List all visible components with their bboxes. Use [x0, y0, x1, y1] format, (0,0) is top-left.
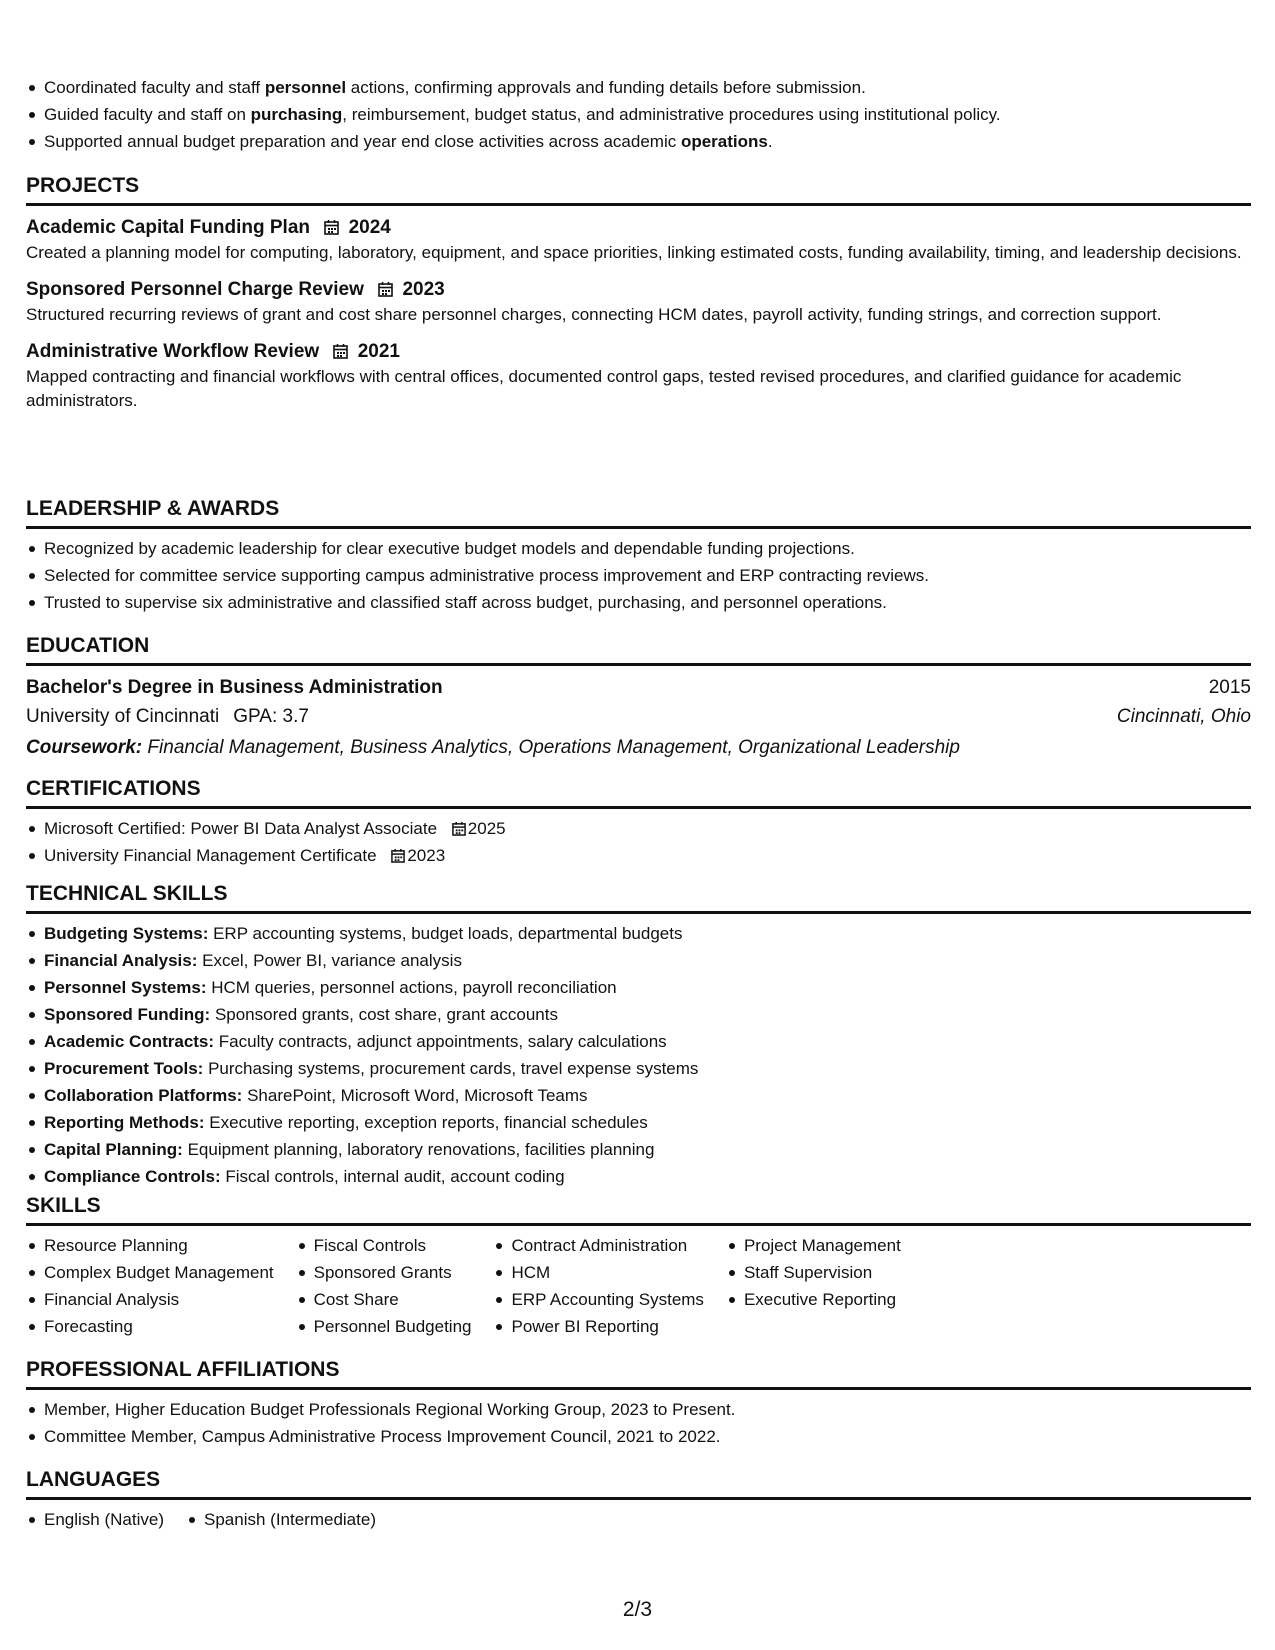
certification-name: Microsoft Certified: Power BI Data Analyst Associate — [44, 819, 438, 838]
project-item — [26, 215, 1251, 265]
section-heading: EDUCATION — [26, 633, 1251, 666]
page-number: 2/3 — [622, 1598, 653, 1621]
certification-year: 2023 — [407, 846, 446, 865]
calendar-icon — [378, 281, 393, 297]
skill-item: Staff Supervision — [726, 1259, 901, 1286]
skill-values: Faculty contracts, adjunct appointments, salary calculations — [218, 1032, 667, 1051]
list-item: Member, Higher Education Budget Professionals Regional Working Group, 2023 to Present. — [26, 1396, 1251, 1423]
list-item: Recognized by academic leadership for clear executive budget models and dependable funding projections. — [26, 535, 1251, 562]
calendar-icon — [391, 848, 405, 863]
keyword: purchasing — [250, 105, 343, 124]
list-item — [26, 920, 1251, 947]
skill-values: SharePoint, Microsoft Word, Microsoft Teams — [247, 1086, 588, 1105]
project-year: 2021 — [357, 341, 401, 362]
project-title: Administrative Workflow Review — [26, 341, 320, 362]
leadership-section — [26, 496, 1251, 616]
languages-section — [26, 1467, 1251, 1533]
skill-values: Purchasing systems, procurement cards, travel expense systems — [208, 1059, 699, 1078]
coursework-label: Coursework: — [26, 737, 143, 758]
skill-item: Personnel Budgeting — [296, 1313, 472, 1340]
degree-title: Bachelor's Degree in Business Administration — [26, 677, 443, 698]
list-item — [26, 1082, 1251, 1109]
project-year: 2023 — [402, 279, 445, 300]
technical-skills-section — [26, 881, 1251, 1190]
certification-year: 2025 — [467, 819, 506, 838]
section-heading: SKILLS — [26, 1193, 1251, 1226]
project-description: Structured recurring reviews of grant and cost share personnel charges, connecting HCM dates, payroll activity, funding strings, and correction support. — [26, 305, 1162, 324]
skill-item: Complex Budget Management — [26, 1259, 274, 1286]
skill-item: Forecasting — [26, 1313, 274, 1340]
section-heading: CERTIFICATIONS — [26, 776, 1251, 809]
certifications-section — [26, 776, 1251, 869]
skill-item: Financial Analysis — [26, 1286, 274, 1313]
skill-item: Executive Reporting — [726, 1286, 901, 1313]
language-item: English (Native) — [26, 1506, 164, 1533]
list-item — [26, 1001, 1251, 1028]
list-item — [26, 842, 1251, 869]
list-item: Committee Member, Campus Administrative Process Improvement Council, 2021 to 2022. — [26, 1423, 1251, 1450]
calendar-icon — [452, 821, 466, 836]
list-item — [26, 947, 1251, 974]
skill-item: Resource Planning — [26, 1232, 274, 1259]
skill-category: Budgeting Systems: — [44, 924, 209, 943]
skill-values: Excel, Power BI, variance analysis — [202, 951, 462, 970]
coursework — [26, 732, 1251, 764]
project-item — [26, 277, 1251, 327]
skill-values: Sponsored grants, cost share, grant accounts — [214, 1005, 558, 1024]
project-item — [26, 339, 1251, 413]
skill-category: Reporting Methods: — [44, 1113, 205, 1132]
list-item: Trusted to supervise six administrative and classified staff across budget, purchasing, and personnel operations. — [26, 589, 1251, 616]
skill-values: Fiscal controls, internal audit, account coding — [225, 1167, 565, 1186]
project-description: Created a planning model for computing, laboratory, equipment, and space priorities, linking estimated costs, funding availability, timing, and leadership decisions. — [26, 243, 1242, 262]
skill-category: Collaboration Platforms: — [44, 1086, 243, 1105]
list-item — [26, 815, 1251, 842]
keyword: personnel — [264, 78, 347, 97]
skill-category: Procurement Tools: — [44, 1059, 204, 1078]
list-item — [26, 1109, 1251, 1136]
skill-values: ERP accounting systems, budget loads, departmental budgets — [213, 924, 683, 943]
skills-column — [296, 1232, 472, 1340]
calendar-icon — [333, 343, 348, 359]
skill-category: Compliance Controls: — [44, 1167, 221, 1186]
section-heading: TECHNICAL SKILLS — [26, 881, 1251, 914]
skill-item: Fiscal Controls — [296, 1232, 472, 1259]
project-title: Academic Capital Funding Plan — [26, 217, 310, 238]
skill-item: ERP Accounting Systems — [493, 1286, 703, 1313]
affiliations-section — [26, 1357, 1251, 1450]
graduation-year: 2015 — [1208, 677, 1251, 698]
skill-values: HCM queries, personnel actions, payroll reconciliation — [211, 978, 617, 997]
skills-column — [26, 1232, 274, 1340]
list-item: Coordinated faculty and staff personnel actions, confirming approvals and funding details before submission. — [26, 74, 1251, 101]
section-heading: LANGUAGES — [26, 1467, 1251, 1500]
skill-item: Sponsored Grants — [296, 1259, 472, 1286]
calendar-icon — [324, 219, 339, 235]
section-heading: LEADERSHIP & AWARDS — [26, 496, 1251, 529]
education-section — [26, 633, 1251, 764]
list-item — [26, 1136, 1251, 1163]
project-title: Sponsored Personnel Charge Review — [26, 279, 364, 300]
skill-category: Sponsored Funding: — [44, 1005, 211, 1024]
skill-category: Financial Analysis: — [44, 951, 198, 970]
list-item — [26, 1028, 1251, 1055]
list-item — [26, 1163, 1251, 1190]
skill-item: Project Management — [726, 1232, 901, 1259]
certification-name: University Financial Management Certificate — [44, 846, 377, 865]
list-item — [26, 1055, 1251, 1082]
skills-section — [26, 1193, 1251, 1340]
skill-values: Equipment planning, laboratory renovations, facilities planning — [187, 1140, 655, 1159]
list-item: Supported annual budget preparation and year end close activities across academic operations. — [26, 128, 1251, 155]
school-location: Cincinnati, Ohio — [1116, 706, 1251, 727]
list-item: Selected for committee service supporting campus administrative process improvement and ERP contracting reviews. — [26, 562, 1251, 589]
skills-column — [493, 1232, 703, 1340]
gpa: GPA: 3.7 — [233, 706, 309, 727]
section-heading: PROJECTS — [26, 173, 1251, 206]
list-item — [26, 974, 1251, 1001]
experience-bullets — [26, 74, 1251, 155]
skill-item: Contract Administration — [493, 1232, 703, 1259]
skill-category: Academic Contracts: — [44, 1032, 215, 1051]
skills-column — [726, 1232, 901, 1340]
list-item: Guided faculty and staff on purchasing, reimbursement, budget status, and administrative procedures using institutional policy. — [26, 101, 1251, 128]
skill-item: HCM — [493, 1259, 703, 1286]
project-year: 2024 — [348, 217, 391, 238]
section-heading: PROFESSIONAL AFFILIATIONS — [26, 1357, 1251, 1390]
skill-category: Capital Planning: — [44, 1140, 183, 1159]
skill-item: Power BI Reporting — [493, 1313, 703, 1340]
language-item: Spanish (Intermediate) — [186, 1506, 376, 1533]
coursework-list: Financial Management, Business Analytics, Operations Management, Organizational Leadership — [147, 737, 960, 758]
skill-item: Cost Share — [296, 1286, 472, 1313]
skills-grid — [26, 1232, 1251, 1340]
school-name: University of Cincinnati — [26, 706, 220, 727]
project-description: Mapped contracting and financial workflows with central offices, documented control gaps, tested revised procedures, and clarified guidance for academic administrators. — [26, 367, 1182, 410]
keyword: operations — [680, 132, 768, 151]
projects-section — [26, 173, 1251, 413]
skill-category: Personnel Systems: — [44, 978, 207, 997]
skill-values: Executive reporting, exception reports, financial schedules — [209, 1113, 648, 1132]
